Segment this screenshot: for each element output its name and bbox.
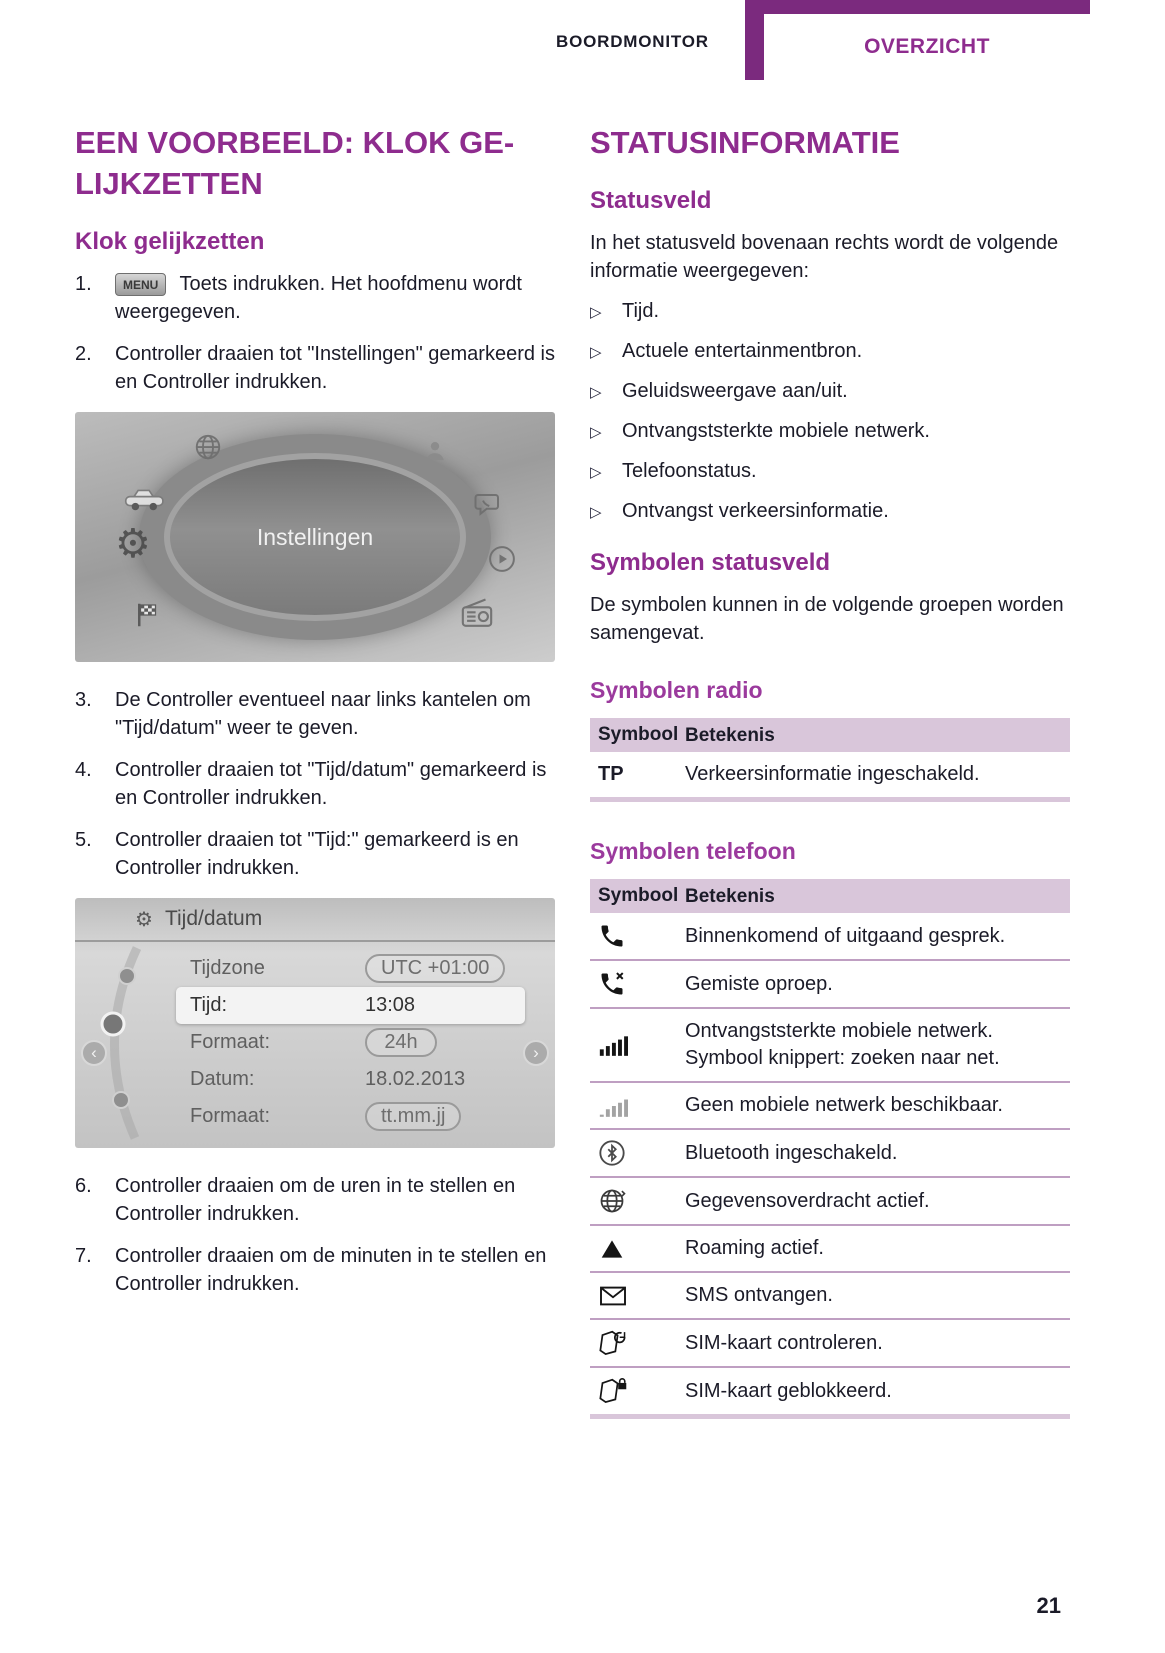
chapter-tab-label: OVERZICHT: [864, 35, 990, 58]
table-header-row: [590, 718, 1070, 752]
triangle-bullet-icon: ▷: [590, 504, 602, 521]
triangle-bullet-icon: ▷: [590, 384, 602, 401]
scroll-left-arrow-icon: ‹: [81, 1040, 107, 1066]
setting-row-tijd-highlighted: Tijd: 13:08: [176, 987, 525, 1024]
document-title: BOORDMONITOR: [556, 32, 709, 51]
sim-check-icon: [590, 1329, 685, 1357]
table-header-betekenis: Betekenis: [685, 724, 775, 746]
triangle-bullet-icon: ▷: [590, 464, 602, 481]
phone-speech-bubble-icon: [473, 490, 503, 525]
table-header-betekenis: Betekenis: [685, 885, 775, 907]
settings-screen-title: Tijd/datum: [164, 907, 263, 930]
left-page-title: [75, 122, 555, 204]
no-network-icon: [590, 1093, 685, 1119]
radio-icon: [459, 596, 495, 635]
subheading-symbolen-telefoon: Symbolen telefoon: [590, 838, 796, 864]
table-cell-meaning: Bluetooth ingeschakeld.: [685, 1141, 898, 1164]
settings-gear-icon: ⚙: [115, 522, 151, 566]
left-column: [75, 122, 555, 1312]
step-number: 1.: [75, 273, 92, 295]
step-number: 3.: [75, 689, 92, 711]
triangle-bullet-icon: ▷: [590, 344, 602, 361]
step-text: De Controller eventueel naar links kantelen om "Tijd/datum" weer te geven.: [115, 689, 531, 739]
settings-gear-icon: ⚙: [135, 908, 153, 931]
table-cell-meaning: Binnenkomend of uitgaand gesprek.: [685, 924, 1006, 947]
setting-row-tijd-formaat: Formaat: 24h: [190, 1024, 525, 1061]
bullet-item: ▷ Telefoonstatus.: [590, 457, 1070, 487]
bluetooth-icon: [590, 1139, 685, 1167]
navigation-globe-icon: [193, 432, 223, 467]
step-7: [75, 1242, 555, 1298]
page-number: 21: [1036, 1593, 1061, 1618]
scroll-right-arrow-icon: ›: [523, 1040, 549, 1066]
media-play-icon: [487, 544, 517, 579]
checkered-flag-icon: [133, 600, 163, 635]
step-number: 5.: [75, 829, 92, 851]
setting-row-datum: Datum: 18.02.2013: [190, 1068, 466, 1090]
statusveld-bullet-list: [590, 297, 1070, 527]
subheading-symbolen-radio: Symbolen radio: [590, 677, 763, 703]
table-header-symbool: Symbool: [598, 885, 679, 906]
menu-key-icon: MENU: [115, 273, 166, 296]
setting-row-tijdzone: Tijdzone UTC +01:00: [190, 950, 525, 987]
step-number: 7.: [75, 1245, 92, 1267]
sim-locked-icon: [590, 1377, 685, 1405]
bullet-item: ▷ Ontvangst verkeersinformatie.: [590, 497, 1070, 527]
bullet-item: ▷ Ontvangststerkte mobiele netwerk.: [590, 417, 1070, 447]
right-column: [590, 122, 1070, 1425]
step-number: 2.: [75, 343, 92, 365]
main-menu-screenshot: [75, 412, 555, 662]
title-line-2: LIJKZETTEN: [75, 166, 263, 201]
settings-screen-header: [75, 898, 555, 942]
step-6: [75, 1172, 555, 1228]
symbolen-statusveld-text: De symbolen kunnen in de volgende groepen worden samengevat.: [590, 594, 1064, 644]
step-text: Controller draaien tot "Instellingen" gemarkeerd is en Controller indrukken.: [115, 343, 555, 393]
table-cell-meaning: Roaming actief.: [685, 1237, 824, 1259]
table-cell-meaning: Geen mobiele netwerk beschikbaar.: [685, 1094, 1003, 1116]
table-cell-meaning: SIM-kaart geblokkeerd.: [685, 1379, 892, 1402]
bullet-item: ▷ Geluidsweergave aan/uit.: [590, 377, 1070, 407]
table-row-no-network: [590, 1083, 1070, 1130]
table-row-sms: [590, 1273, 1070, 1320]
table-row-sim-check: [590, 1320, 1070, 1368]
chapter-tab: [745, 0, 1090, 80]
setting-row-datum-formaat: Formaat: tt.mm.jj: [190, 1098, 525, 1135]
step-text: MENU Toets indrukken. Het hoofdmenu wordt weergegeven.: [115, 273, 522, 323]
title-line-1: EEN VOORBEELD: KLOK GE-: [75, 125, 515, 160]
value-pill: tt.mm.jj: [365, 1102, 461, 1131]
vehicle-car-icon: [123, 484, 167, 517]
bullet-item: ▷ Actuele entertainmentbron.: [590, 337, 1070, 367]
step-number: 4.: [75, 759, 92, 781]
step-5: [75, 826, 555, 882]
selected-menu-label: Instellingen: [256, 523, 374, 550]
right-page-title: STATUSINFORMATIE: [590, 125, 900, 160]
table-row-missed-call: [590, 961, 1070, 1009]
table-header-row: [590, 879, 1070, 913]
subheading-symbolen-statusveld: Symbolen statusveld: [590, 549, 831, 576]
phone-symbols-table: [590, 879, 1070, 1419]
time-settings-screenshot: [75, 898, 555, 1148]
radio-symbols-table: [590, 718, 1070, 802]
data-transfer-icon: [590, 1187, 685, 1215]
step-4: [75, 756, 555, 812]
triangle-bullet-icon: ▷: [590, 304, 602, 321]
subheading-klok-gelijkzetten: Klok gelijkzetten: [75, 228, 265, 255]
table-cell-meaning: SMS ontvangen.: [685, 1284, 833, 1306]
statusveld-intro: In het statusveld bovenaan rechts wordt de volgende informatie weergegeven:: [590, 232, 1059, 282]
step-1: [75, 270, 555, 326]
chapter-tab-inner: [764, 14, 1090, 80]
table-cell-meaning: Ontvangststerkte mobiele netwerk. Symbool knippert: zoeken naar net.: [685, 1020, 1000, 1069]
menu-carousel-center: [164, 453, 466, 621]
missed-call-icon: [590, 970, 685, 998]
step-2: [75, 340, 555, 396]
step-number: 6.: [75, 1175, 92, 1197]
table-row-roaming: [590, 1226, 1070, 1273]
table-row-signal: [590, 1009, 1070, 1083]
subheading-statusveld: Statusveld: [590, 187, 712, 214]
profile-person-icon: [421, 438, 449, 471]
triangle-bullet-icon: ▷: [590, 424, 602, 441]
call-icon: [590, 922, 685, 950]
table-row-bluetooth: [590, 1130, 1070, 1178]
value-pill: 24h: [365, 1028, 437, 1057]
step-text: Controller draaien om de uren in te stellen en Controller indrukken.: [115, 1175, 516, 1225]
tp-symbol: TP: [598, 763, 624, 785]
table-row-call: [590, 913, 1070, 961]
roaming-icon: [590, 1236, 685, 1262]
table-row-sim-locked: [590, 1368, 1070, 1419]
bullet-item: ▷ Tijd.: [590, 297, 1070, 327]
step-3: [75, 686, 555, 742]
signal-strength-icon: [590, 1032, 685, 1058]
step-text: Controller draaien tot "Tijd:" gemarkeerd is en Controller indrukken.: [115, 829, 519, 879]
value-pill: UTC +01:00: [365, 954, 505, 983]
table-cell-meaning: Verkeersinformatie ingeschakeld.: [685, 763, 980, 785]
sms-envelope-icon: [590, 1284, 685, 1308]
table-cell-meaning: Gegevensoverdracht actief.: [685, 1189, 930, 1212]
table-row-tp: [590, 752, 1070, 802]
table-cell-meaning: Gemiste oproep.: [685, 972, 833, 995]
table-cell-meaning: SIM-kaart controleren.: [685, 1331, 883, 1354]
step-text: Controller draaien tot "Tijd/datum" gemarkeerd is en Controller indrukken.: [115, 759, 547, 809]
table-header-symbool: Symbool: [598, 724, 679, 745]
table-row-data-transfer: [590, 1178, 1070, 1226]
step-text: Controller draaien om de minuten in te stellen en Controller indrukken.: [115, 1245, 547, 1295]
